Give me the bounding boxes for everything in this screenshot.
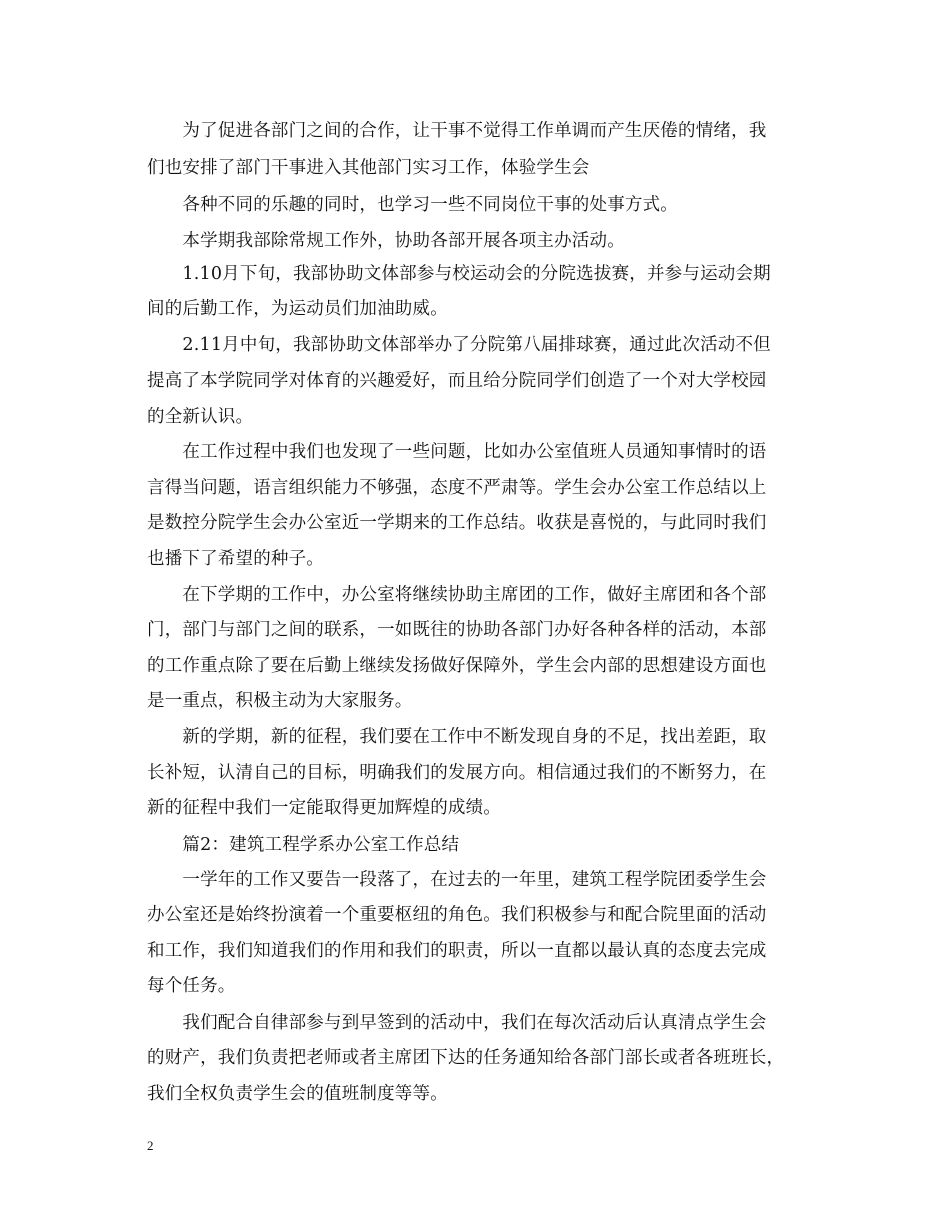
text-line: 我们配合自律部参与到早签到的活动中，我们在每次活动后认真清点学生会 — [147, 1013, 767, 1033]
text-line: 长补短，认清自己的目标，明确我们的发展方向。相信通过我们的不断努力，在 — [147, 763, 767, 783]
text-line: 和工作，我们知道我们的作用和我们的职责，所以一直都以最认真的态度去完成 — [147, 941, 767, 961]
text-line: 本学期我部除常规工作外，协助各部开展各项主办活动。 — [147, 231, 625, 251]
text-line: 1.10月下旬，我部协助文体部参与校运动会的分院选拔赛，并参与运动会期 — [147, 264, 771, 284]
text-line: 也播下了希望的种子。 — [147, 549, 324, 569]
text-line: 一学年的工作又要告一段落了，在过去的一年里，建筑工程学院团委学生会 — [147, 870, 767, 890]
text-line: 门，部门与部门之间的联系，一如既往的协助各部门办好各种各样的活动，本部 — [147, 620, 767, 640]
text-line: 言得当问题，语言组织能力不够强，态度不严肃等。学生会办公室工作总结以上 — [147, 478, 767, 498]
text-line: 在工作过程中我们也发现了一些问题，比如办公室值班人员通知事情时的语 — [147, 442, 767, 462]
text-line: 办公室还是始终扮演着一个重要枢纽的角色。我们积极参与和配合院里面的活动 — [147, 905, 767, 925]
text-line: 的工作重点除了要在后勤上继续发扬做好保障外，学生会内部的思想建设方面也 — [147, 656, 767, 676]
section-heading: 篇2：建筑工程学系办公室工作总结 — [147, 835, 460, 855]
page-number: 2 — [147, 1138, 154, 1153]
text-line: 的全新认识。 — [147, 407, 254, 427]
text-line: 2.11月中旬，我部协助文体部举办了分院第八届排球赛，通过此次活动不但 — [147, 335, 771, 355]
text-line: 各种不同的乐趣的同时，也学习一些不同岗位干事的处事方式。 — [147, 195, 678, 215]
text-line: 提高了本学院同学对体育的兴趣爱好，而且给分院同学们创造了一个对大学校园 — [147, 371, 767, 391]
text-line: 新的征程中我们一定能取得更加辉煌的成绩。 — [147, 798, 501, 818]
text-line: 们也安排了部门干事进入其他部门实习工作，体验学生会 — [147, 158, 590, 178]
text-line: 是一重点，积极主动为大家服务。 — [147, 691, 413, 711]
text-line: 为了促进各部门之间的合作，让干事不觉得工作单调而产生厌倦的情绪，我 — [147, 121, 767, 141]
text-line: 在下学期的工作中，办公室将继续协助主席团的工作，做好主席团和各个部 — [147, 585, 767, 605]
text-line: 我们全权负责学生会的值班制度等等。 — [147, 1084, 448, 1104]
text-line: 是数控分院学生会办公室近一学期来的工作总结。收获是喜悦的，与此同时我们 — [147, 513, 767, 533]
text-line: 的财产，我们负责把老师或者主席团下达的任务通知给各部门部长或者各班班长， — [147, 1048, 785, 1068]
text-line: 每个任务。 — [147, 976, 236, 996]
text-line: 间的后勤工作，为运动员们加油助威。 — [147, 299, 448, 319]
text-line: 新的学期，新的征程，我们要在工作中不断发现自身的不足，找出差距，取 — [147, 727, 767, 747]
